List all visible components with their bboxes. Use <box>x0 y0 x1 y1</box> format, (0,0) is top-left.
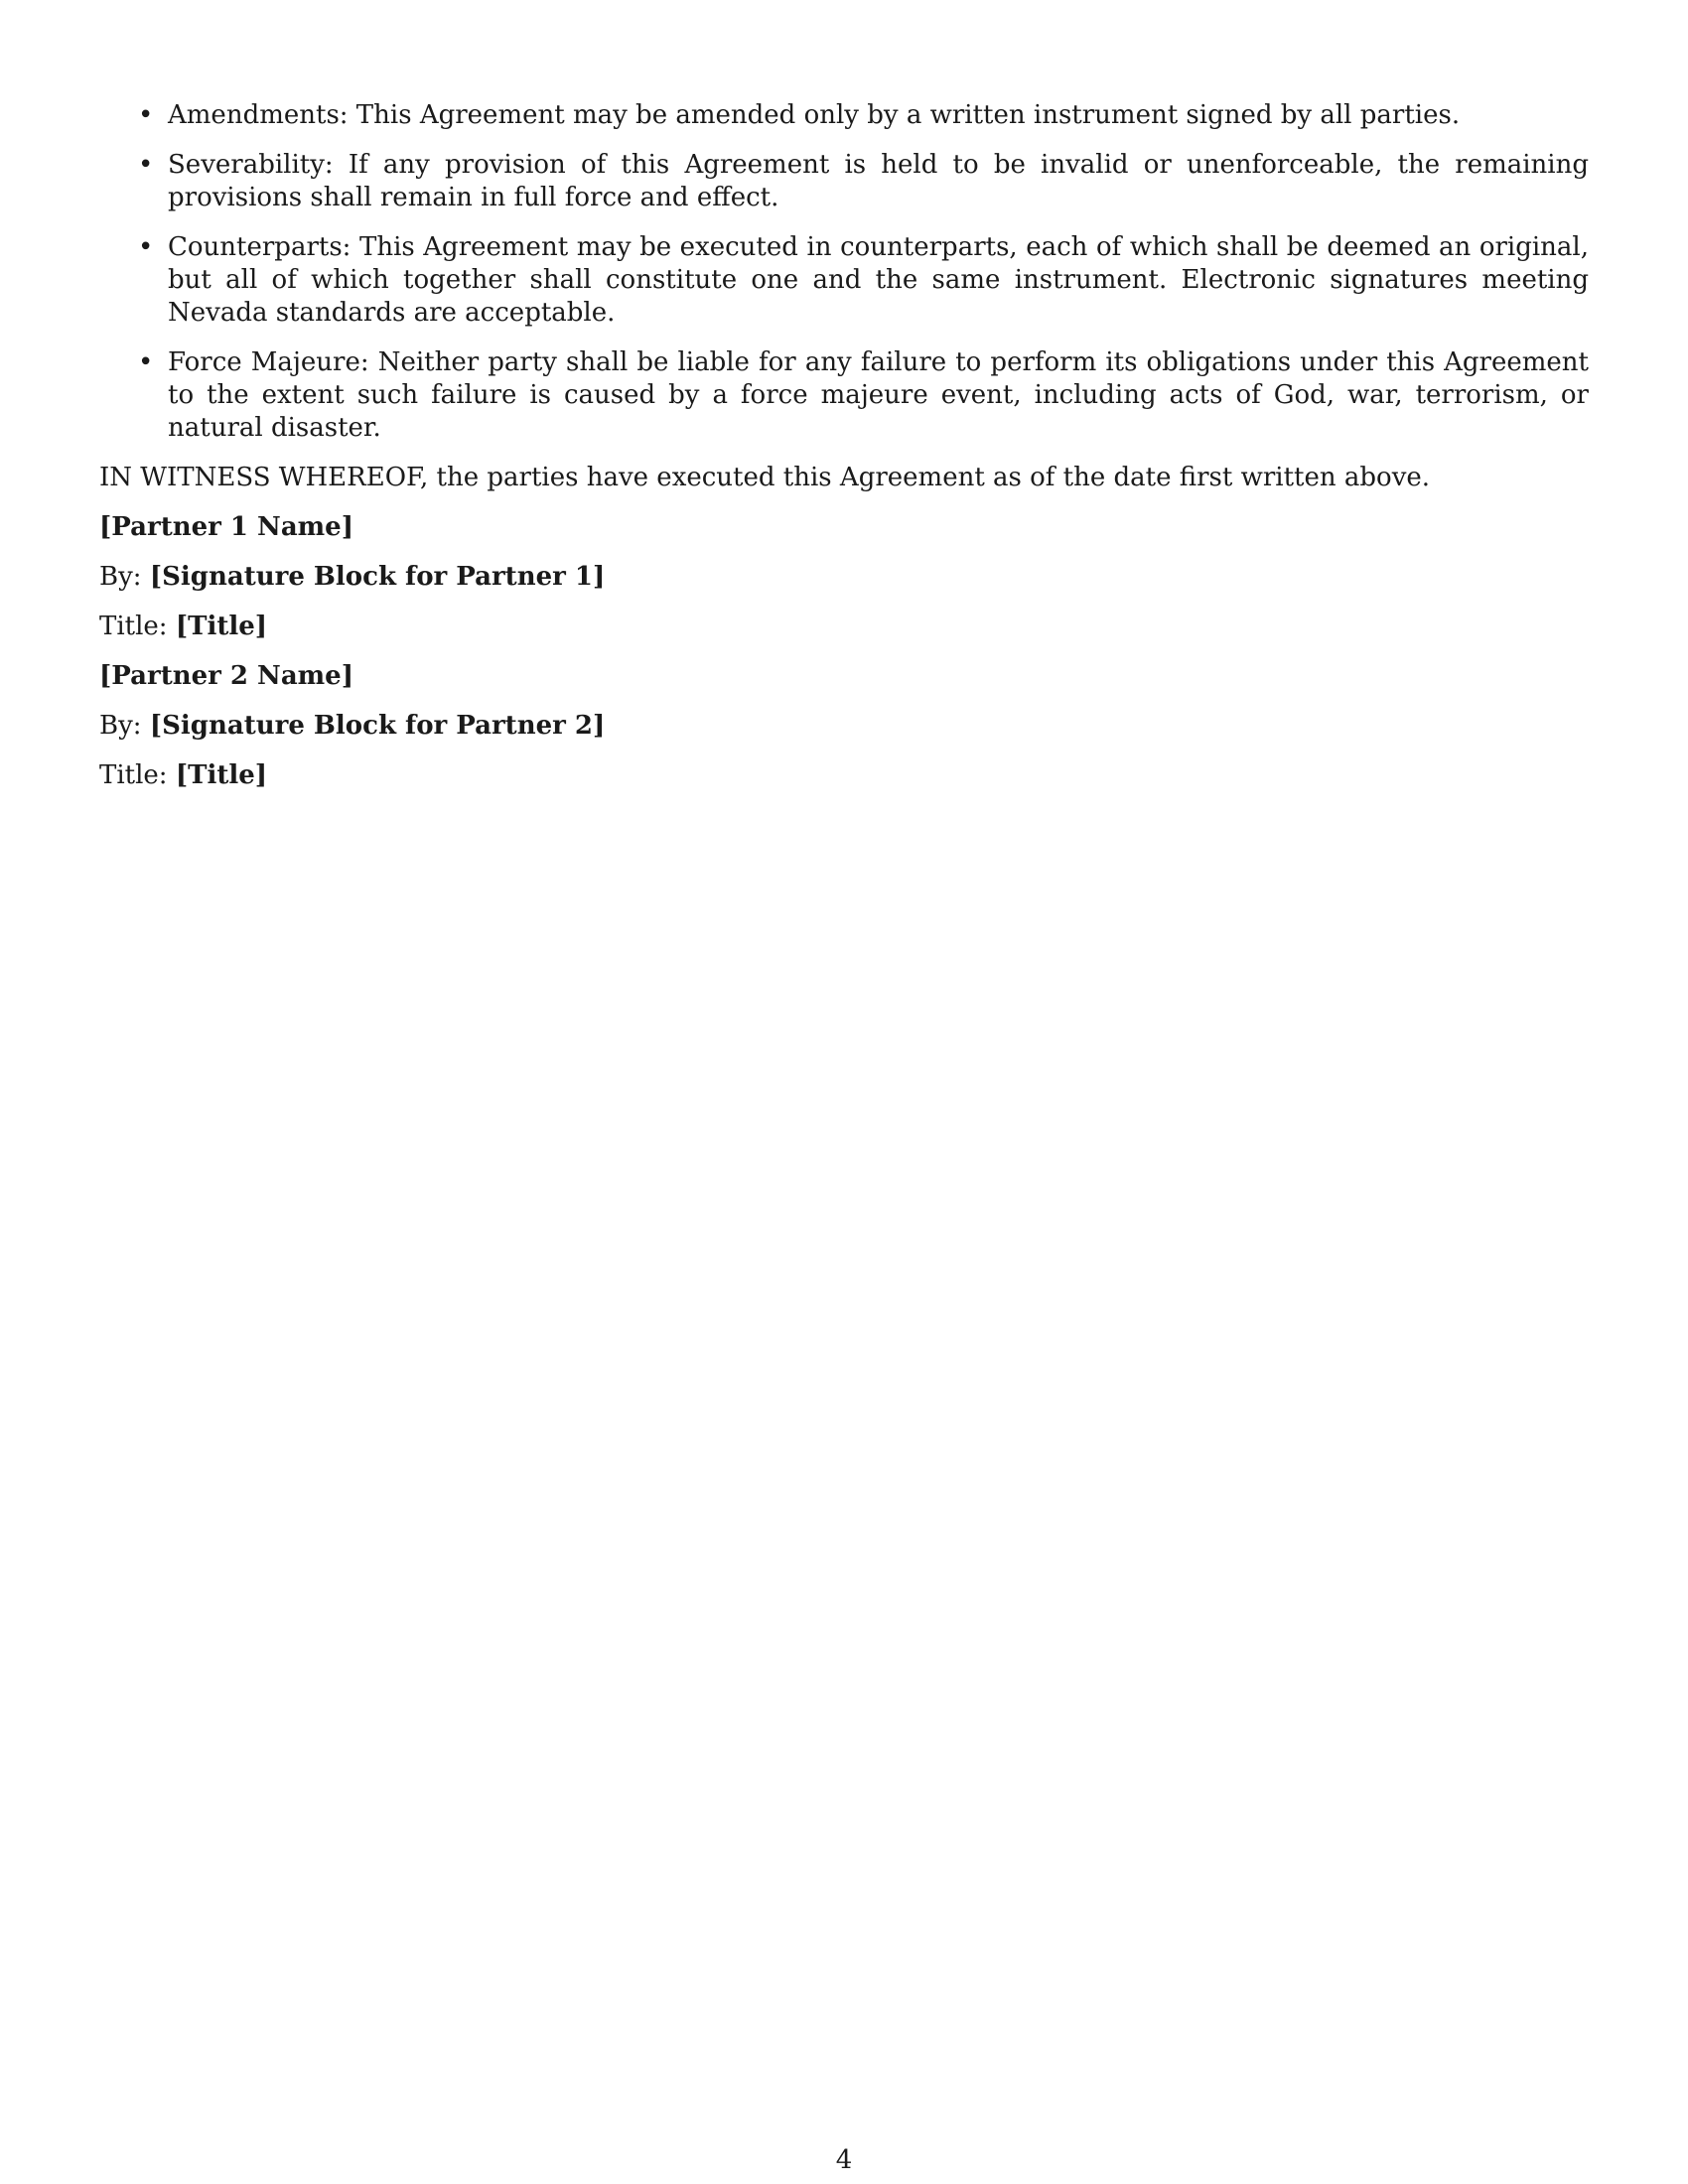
title-label: Title: <box>99 760 168 790</box>
provision-severability <box>99 149 1589 214</box>
partner-1-title-line <box>99 611 1589 643</box>
partner-1-signature-block: [Signature Block for Partner 1] <box>149 562 606 592</box>
by-label: By: <box>99 562 142 592</box>
partner-1-signature-line <box>99 561 1589 594</box>
bullet-icon: • <box>138 100 154 130</box>
provision-text: Counterparts: This Agreement may be executed in counterparts, each of which shall be deemed an original, but all of which together shall constitute one and the same instrument. Electronic signatures meeting Nevada standards are acceptable. <box>168 232 1589 328</box>
provision-text: Severability: If any provision of this Agreement is held to be invalid or unenforceable, the remaining provisions shall remain in full force and effect. <box>168 150 1589 212</box>
partner-2-name: [Partner 2 Name] <box>99 661 354 691</box>
provision-text: Amendments: This Agreement may be amended only by a written instrument signed by all parties. <box>168 100 1461 130</box>
by-label: By: <box>99 711 142 741</box>
partner-1-name: [Partner 1 Name] <box>99 512 354 542</box>
witness-statement: IN WITNESS WHEREOF, the parties have executed this Agreement as of the date first written above. <box>99 463 1431 492</box>
title-label: Title: <box>99 612 168 641</box>
partner-1-title: [Title] <box>175 612 268 641</box>
partner-2-signature-block: [Signature Block for Partner 2] <box>149 711 606 741</box>
document-body <box>99 99 1589 809</box>
provision-text: Force Majeure: Neither party shall be liable for any failure to perform its obligations under this Agreement to the extent such failure is caused by a force majeure event, including acts of God, war, terrorism, or natural disaster. <box>168 347 1589 443</box>
bullet-icon: • <box>138 150 154 180</box>
bullet-icon: • <box>138 232 154 262</box>
provision-amendments <box>99 99 1589 132</box>
page-number: 4 <box>835 2145 853 2175</box>
provisions-list <box>99 99 1589 445</box>
provision-counterparts <box>99 231 1589 330</box>
partner-2-title-line <box>99 759 1589 792</box>
partner-2-title: [Title] <box>175 760 268 790</box>
bullet-icon: • <box>138 347 154 377</box>
provision-force-majeure <box>99 346 1589 445</box>
partner-2-signature-line <box>99 710 1589 743</box>
